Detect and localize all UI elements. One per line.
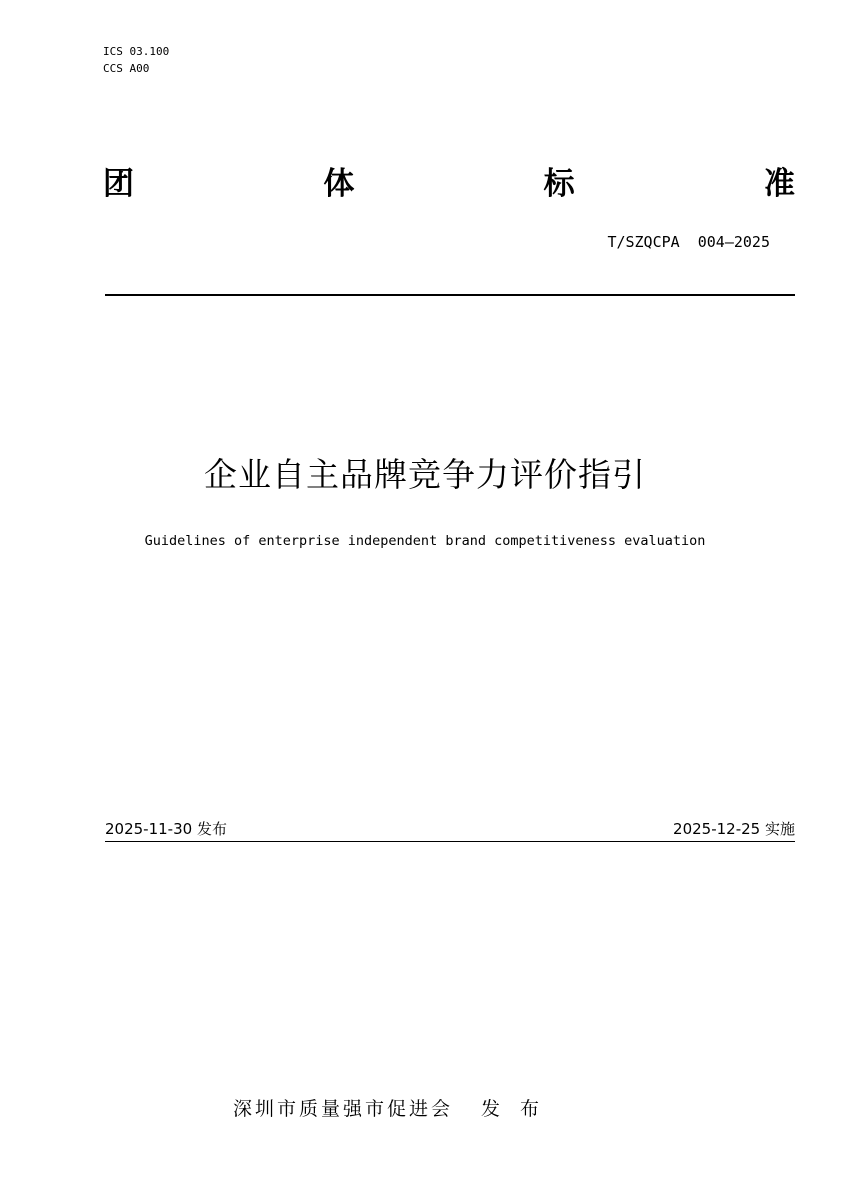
ccs-code: CCS A00	[103, 62, 150, 75]
date-divider	[105, 841, 795, 842]
standard-type-heading	[103, 164, 795, 204]
standard-type-char-4: 准	[763, 166, 795, 202]
document-title-chinese: 企业自主品牌竞争力评价指引	[204, 455, 646, 494]
classification-codes	[103, 43, 169, 77]
publisher-line	[233, 1096, 546, 1122]
standard-type-char-2: 体	[323, 166, 355, 202]
standard-number: T/SZQCPA 004—2025	[607, 233, 770, 251]
publisher-name: 深圳市质量强市促进会	[233, 1098, 454, 1120]
document-title-english: Guidelines of enterprise independent brand competitiveness evaluation	[144, 533, 706, 549]
header-divider	[105, 294, 795, 296]
implementation-date: 2025-12-25 实施	[673, 820, 795, 838]
release-date: 2025-11-30 发布	[105, 820, 227, 838]
standard-type-char-1: 团	[103, 166, 134, 202]
standard-type-char-3: 标	[543, 166, 575, 202]
ics-code: ICS 03.100	[103, 45, 170, 58]
date-row	[105, 819, 795, 839]
publish-label: 发 布	[481, 1098, 547, 1120]
